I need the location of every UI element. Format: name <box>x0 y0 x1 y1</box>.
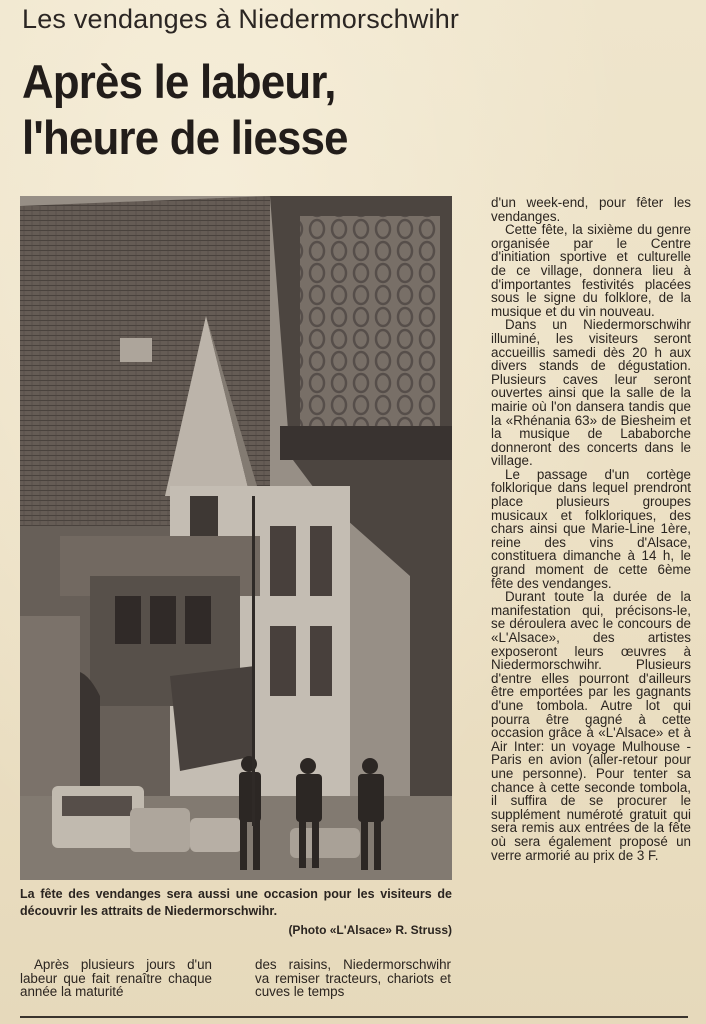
paragraph-3: Dans un Niedermorschwihr illuminé, les visiteurs seront accueillis samedi dès 20 h aux divers stands de dégustation. Plusieurs caves leur seront ouvertes ainsi que la salle de la mairie où l'on dansera tandis que la «Rhénania 63» de Biesheim et la musique de Lababorche donneront des concerts dans le village. <box>491 317 691 469</box>
paragraph-2: Cette fête, la sixième du genre organisée par le Centre d'initiation sportive et culturelle de ce village, donnera lieu à d'importantes festivités placées sous le signe du folklore, de la musique et du vin nouveau. <box>491 222 691 319</box>
article-column-bottom-middle <box>255 958 451 999</box>
headline-line-2: l'heure de liesse <box>22 111 348 164</box>
article-kicker: Les vendanges à Niedermorschwihr <box>22 4 460 34</box>
article-column-bottom-left <box>20 958 212 999</box>
article-headline <box>22 54 492 166</box>
article-photo <box>20 196 452 880</box>
lead-paragraph: Après plusieurs jours d'un labeur que fait renaître chaque année la maturité <box>20 957 212 1000</box>
article-column-right <box>491 196 691 862</box>
photo-caption: La fête des vendanges sera aussi une occasion pour les visiteurs de découvrir les attraits de Niedermorschwihr. <box>20 887 452 918</box>
paragraph-4: Le passage d'un cortège folklorique dans lequel prendront place plusieurs groupes musicaux et folkloriques, des chars ainsi que Marie-Line 1ère, reine des vins d'Alsace, constituera dimanche à 14 h, le grand moment de cette 6ème fête des vendanges. <box>491 466 691 591</box>
paragraph-5: Durant toute la durée de la manifestation qui, précisons-le, se déroulera avec le concours de «L'Alsace», des artistes exposeront leurs œuvres à Niedermorschwihr. Plusieurs d'entre elles pourront d'ailleurs être emportées par les gagnants d'une tombola. Autre lot qui pourra être gagné à cette occasion grâce à «L'Alsace» et à Air Inter: un voyage Mulhouse - Paris en avion (aller-retour pour une personne). Pour tenter sa chance à cette seconde tombola, il suffira de se procurer le supplément numéroté gratuit qui sera remis aux entrées de la fête où sera également proposé un verre armorié au prix de 3 F. <box>491 589 691 863</box>
bottom-rule <box>20 1016 688 1018</box>
lead-continuation: des raisins, Niedermorschwihr va remiser tracteurs, chariots et cuves le temps <box>255 957 451 1000</box>
headline-line-1: Après le labeur, <box>22 55 336 108</box>
photo-credit: (Photo «L'Alsace» R. Struss) <box>288 923 452 937</box>
paragraph-1: d'un week-end, pour fêter les vendanges. <box>491 195 691 224</box>
